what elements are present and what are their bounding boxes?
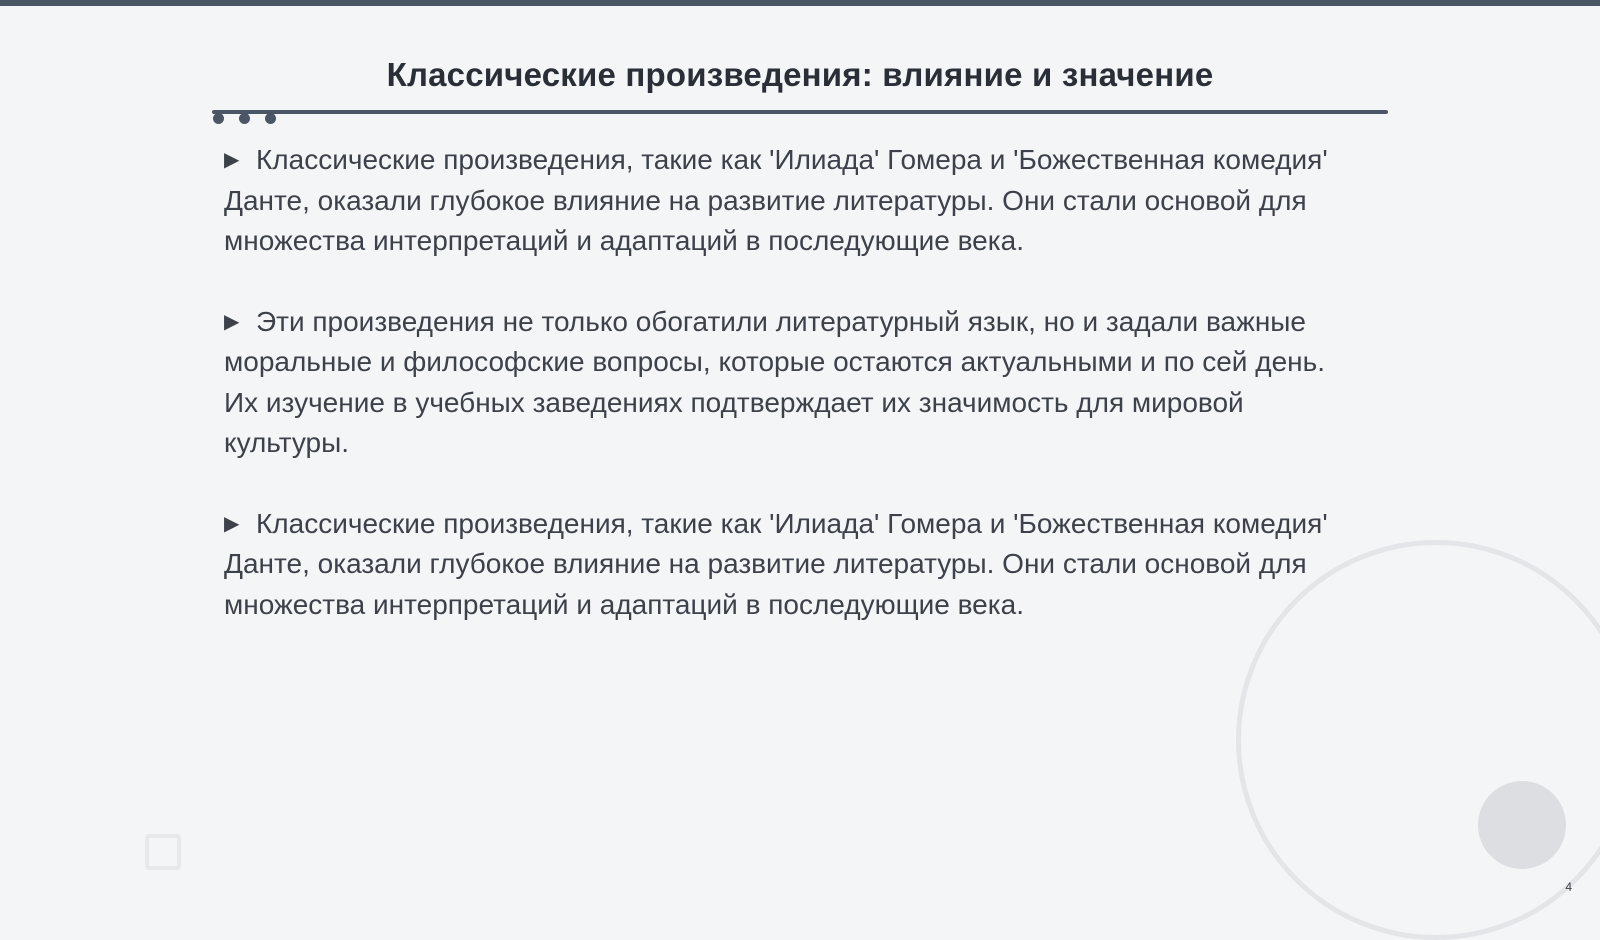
bullet-text: Эти произведения не только обогатили литературный язык, но и задали важные моральные и философские вопросы, которые остаются актуальными и по сей день. Их изучение в учебных заведениях подтверждает их значимость для мировой культуры. [224, 305, 1325, 458]
bullet-text: Классические произведения, такие как 'Илиада' Гомера и 'Божественная комедия' Данте, оказали глубокое влияние на развитие литературы. Они стали основой для множества интерпретаций и адаптаций в последующие века. [224, 507, 1328, 620]
decorative-disc [1478, 781, 1566, 869]
title-dot [239, 113, 250, 124]
bullet-item [224, 140, 1354, 262]
decorative-square [145, 834, 181, 870]
bullet-item [224, 504, 1354, 626]
bullet-text: Классические произведения, такие как 'Илиада' Гомера и 'Божественная комедия' Данте, оказали глубокое влияние на развитие литературы. Они стали основой для множества интерпретаций и адаптаций в последующие века. [224, 144, 1328, 256]
page-number: 4 [1565, 880, 1572, 894]
top-accent-bar [0, 0, 1600, 6]
title-dot [213, 113, 224, 124]
triangle-bullet-icon: ▶ [224, 512, 240, 535]
bullet-list [224, 140, 1354, 665]
bullet-item [224, 302, 1354, 464]
title-dot [265, 113, 276, 124]
triangle-bullet-icon: ▶ [224, 310, 240, 333]
triangle-bullet-icon: ▶ [224, 149, 240, 171]
slide-title: Классические произведения: влияние и значение [386, 56, 1214, 93]
title-underline [212, 110, 1388, 114]
